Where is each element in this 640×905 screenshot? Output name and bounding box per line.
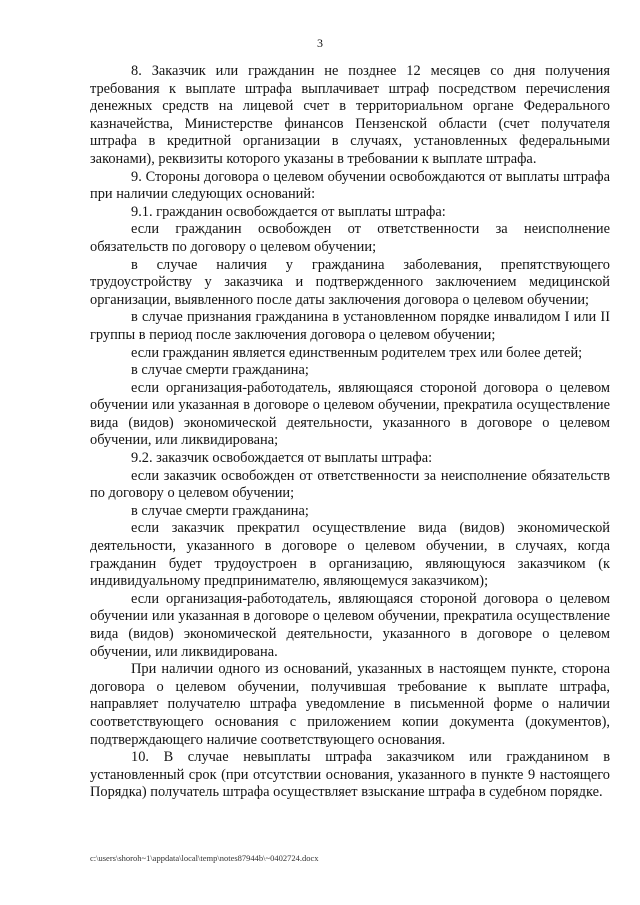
document-body <box>90 63 610 802</box>
paragraph-9-1-item: если организация-работодатель, являющаяся стороной договора о целевом обучении или указанная в договоре о целевом обучении, прекратила осуществление вида (видов) экономической деятельности, указанного в договоре о целевом обучении, или ликвидирована; <box>90 379 610 449</box>
paragraph-9-2-item: если организация-работодатель, являющаяся стороной договора о целевом обучении или указанная в договоре о целевом обучении, прекратила осуществление вида (видов) экономической деятельности, указанного в договоре о целевом обучении, или ликвидирована. <box>90 590 610 660</box>
paragraph-notice: При наличии одного из оснований, указанных в настоящем пункте, сторона договора о целевом обучении, получившая требование к выплате штрафа, направляет получателю штрафа уведомление в письменной форме о наличии соответствующего основания с приложением копии документа (документов), подтверждающего наличие соответствующего основания. <box>90 661 610 748</box>
page-number: 3 <box>317 36 323 50</box>
paragraph-8: 8. Заказчик или гражданин не позднее 12 месяцев со дня получения требования к выплате штрафа выплачивает штраф посредством перечисления денежных средств на лицевой счет в территориальном органе Федерального казначейства, Министерстве финансов Пензенской области (счет получателя штрафа в кредитной организации в случаях, установленных федеральными законами), реквизиты которого указаны в требовании к выплате штрафа. <box>90 63 610 167</box>
paragraph-9-1-item: в случае смерти гражданина; <box>131 362 309 379</box>
paragraph-9-2-item: если заказчик прекратил осуществление вида (видов) экономической деятельности, указанного в договоре о целевом обучении, в случаях, когда гражданин будет трудоустроен в организацию, являющуюся заказчиком (к индивидуальному предпринимателю, являющемуся заказчиком); <box>90 520 610 590</box>
paragraph-9-1-item: если гражданин освобожден от ответственности за неисполнение обязательств по договору о целевом обучении; <box>90 221 610 255</box>
paragraph-10: 10. В случае невыплаты штрафа заказчиком или гражданином в установленный срок (при отсутствии основания, указанного в пункте 9 настоящего Порядка) получатель штрафа осуществляет взыскание штрафа в судебном порядке. <box>90 749 610 801</box>
paragraph-9-1: 9.1. гражданин освобождается от выплаты штрафа: <box>131 203 446 220</box>
paragraph-9-1-item: в случае наличия у гражданина заболевания, препятствующего трудоустройству у заказчика и подтвержденного заключением медицинской организации, выявленного после даты заключения договора о целевом обучении; <box>90 256 610 308</box>
paragraph-9: 9. Стороны договора о целевом обучении освобождаются от выплаты штрафа при наличии следующих оснований: <box>90 168 610 203</box>
paragraph-9-2-item: в случае смерти гражданина; <box>131 502 309 519</box>
footer-file-path: c:\users\shoroh~1\appdata\local\temp\notes87944b\~0402724.docx <box>90 853 319 863</box>
paragraph-9-2: 9.2. заказчик освобождается от выплаты штрафа: <box>131 450 433 467</box>
paragraph-9-1-item: в случае признания гражданина в установленном порядке инвалидом I или II группы в период после заключения договора о целевом обучении; <box>90 309 610 343</box>
paragraph-9-1-item: если гражданин является единственным родителем трех или более детей; <box>131 344 583 361</box>
paragraph-9-2-item: если заказчик освобожден от ответственности за неисполнение обязательств по договору о целевом обучении; <box>90 467 610 502</box>
